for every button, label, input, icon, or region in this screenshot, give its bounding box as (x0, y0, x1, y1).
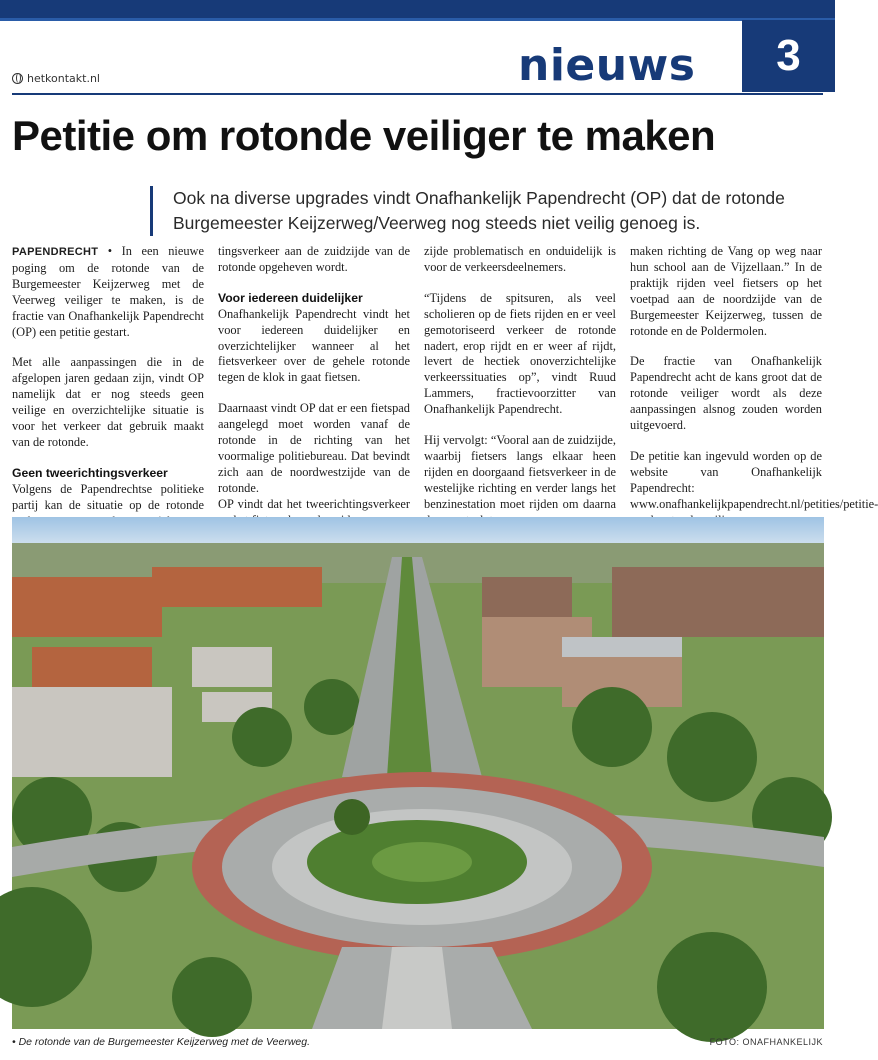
paragraph: Daarnaast vindt OP dat er een fietspad aangelegd moet worden vanaf de rotonde in de richting van het voormalige politiebureau. Dat bevindt zich aan de noordwestzijde van de rotonde. (218, 401, 410, 495)
article-body (12, 244, 878, 545)
site-label: hetkontakt.nl (27, 72, 100, 85)
site-url[interactable] (12, 72, 100, 85)
page-number: 3 (742, 20, 835, 92)
top-bar (0, 0, 835, 18)
paragraph: Met alle aanpassingen die in de afgelopen jaren gedaan zijn, vindt OP namelijk dat er nog steeds geen veilige en overzichtelijke situatie is voor het verkeer dat gebruik maakt van de rotonde. (12, 355, 204, 449)
paragraph: tingsverkeer aan de zuidzijde van de rotonde opgeheven wordt. (218, 244, 410, 274)
caption-text: De rotonde van de Burgemeester Keijzerweg met de Veerweg. (18, 1036, 311, 1048)
subheading: Voor iedereen duidelijker (218, 290, 363, 305)
article-lead: Ook na diverse upgrades vindt Onafhankelijk Papendrecht (OP) dat de rotonde Burgemeester Keijzerweg/Veerweg nog steeds niet veilig genoeg is. (150, 186, 823, 236)
globe-icon (12, 73, 23, 84)
paragraph: “Tijdens de spitsuren, als veel scholieren op de fiets rijden en er veel gemotoriseerd verkeer de rotonde nadert, erop rijdt en er weer af rijdt, levert de hectiek onoverzichtelijke verkeerssituaties op”, vindt Ruud Lammers, fractievoorzitter van Onafhankelijk Papendrecht. (424, 290, 616, 417)
paragraph: De petitie kan ingevuld worden op de website van Onafhankelijk Papendrecht: www.onafhankelijkpapendrecht.nl/petities/petitie- (630, 448, 878, 511)
column-1 (12, 244, 204, 545)
paragraph: Hij vervolgt: “Vooral aan de zuidzijde, waarbij fietsers langs elkaar heen rijden en doorgaand fietsverkeer in de westelijke richting en verder langs het benzinestation moet rijden om daarna (424, 433, 616, 511)
aerial-photo-illustration (12, 517, 824, 1029)
paragraph: maken richting de Vang op weg naar hun school aan de Vijzellaan.” In de praktijk rijden veel fietsers op het voetpad aan de noordzijde van de Burgemeester Keijzerweg, tussen de rotonde en de Poldermolen. (630, 244, 822, 338)
column-4 (630, 244, 878, 545)
paragraph: OP vindt dat het tweerichtingsverkeer (218, 496, 410, 511)
photo-caption: • De rotonde van de Burgemeester Keijzerweg met de Veerweg. (12, 1036, 311, 1048)
column-2 (218, 244, 410, 545)
photo-credit: FOTO: ONAFHANKELIJK (709, 1037, 823, 1047)
paragraph: PAPENDRECHT • In een nieuwe poging om de rotonde van de Burgemeester Keijzerweg met de Veerweg veiliger te maken, is de fractie van Onafhankelijk Papendrecht (OP) een petitie gestart. (12, 244, 204, 339)
article-title: Petitie om rotonde veiliger te maken (12, 112, 716, 159)
section-title: nieuws (518, 40, 696, 91)
aerial-photo (12, 517, 824, 1029)
column-3 (424, 244, 616, 545)
paragraph: Onafhankelijk Papendrecht vindt het voor iedereen duidelijker en overzichtelijker wanneer al het fietsverkeer over de gehele rotonde tegen de klok in gaat fietsen. (218, 306, 410, 385)
paragraph: zijde problematisch en onduidelijk is voor de verkeersdeelnemers. (424, 244, 616, 274)
subheading: Geen tweerichtingsverkeer (12, 465, 168, 480)
paragraph: Volgens de Papendrechtse politieke partij kan de situatie op de rotonde (12, 481, 204, 512)
top-bar-line (0, 18, 835, 21)
header-rule (12, 93, 823, 95)
paragraph: De fractie van Onafhankelijk Papendrecht acht de kans groot dat de rotonde veiliger wordt als deze aanpassingen alsnog zouden worden uitgevoerd. (630, 354, 822, 433)
paragraph-text: In een nieuwe poging om de rotonde van de Burgemeester Keijzerweg met de Veerweg veiliger te maken, is de fractie van Onafhankelijk Papendrecht (OP) een petitie gestart. (12, 244, 204, 339)
dateline: PAPENDRECHT (12, 246, 99, 258)
